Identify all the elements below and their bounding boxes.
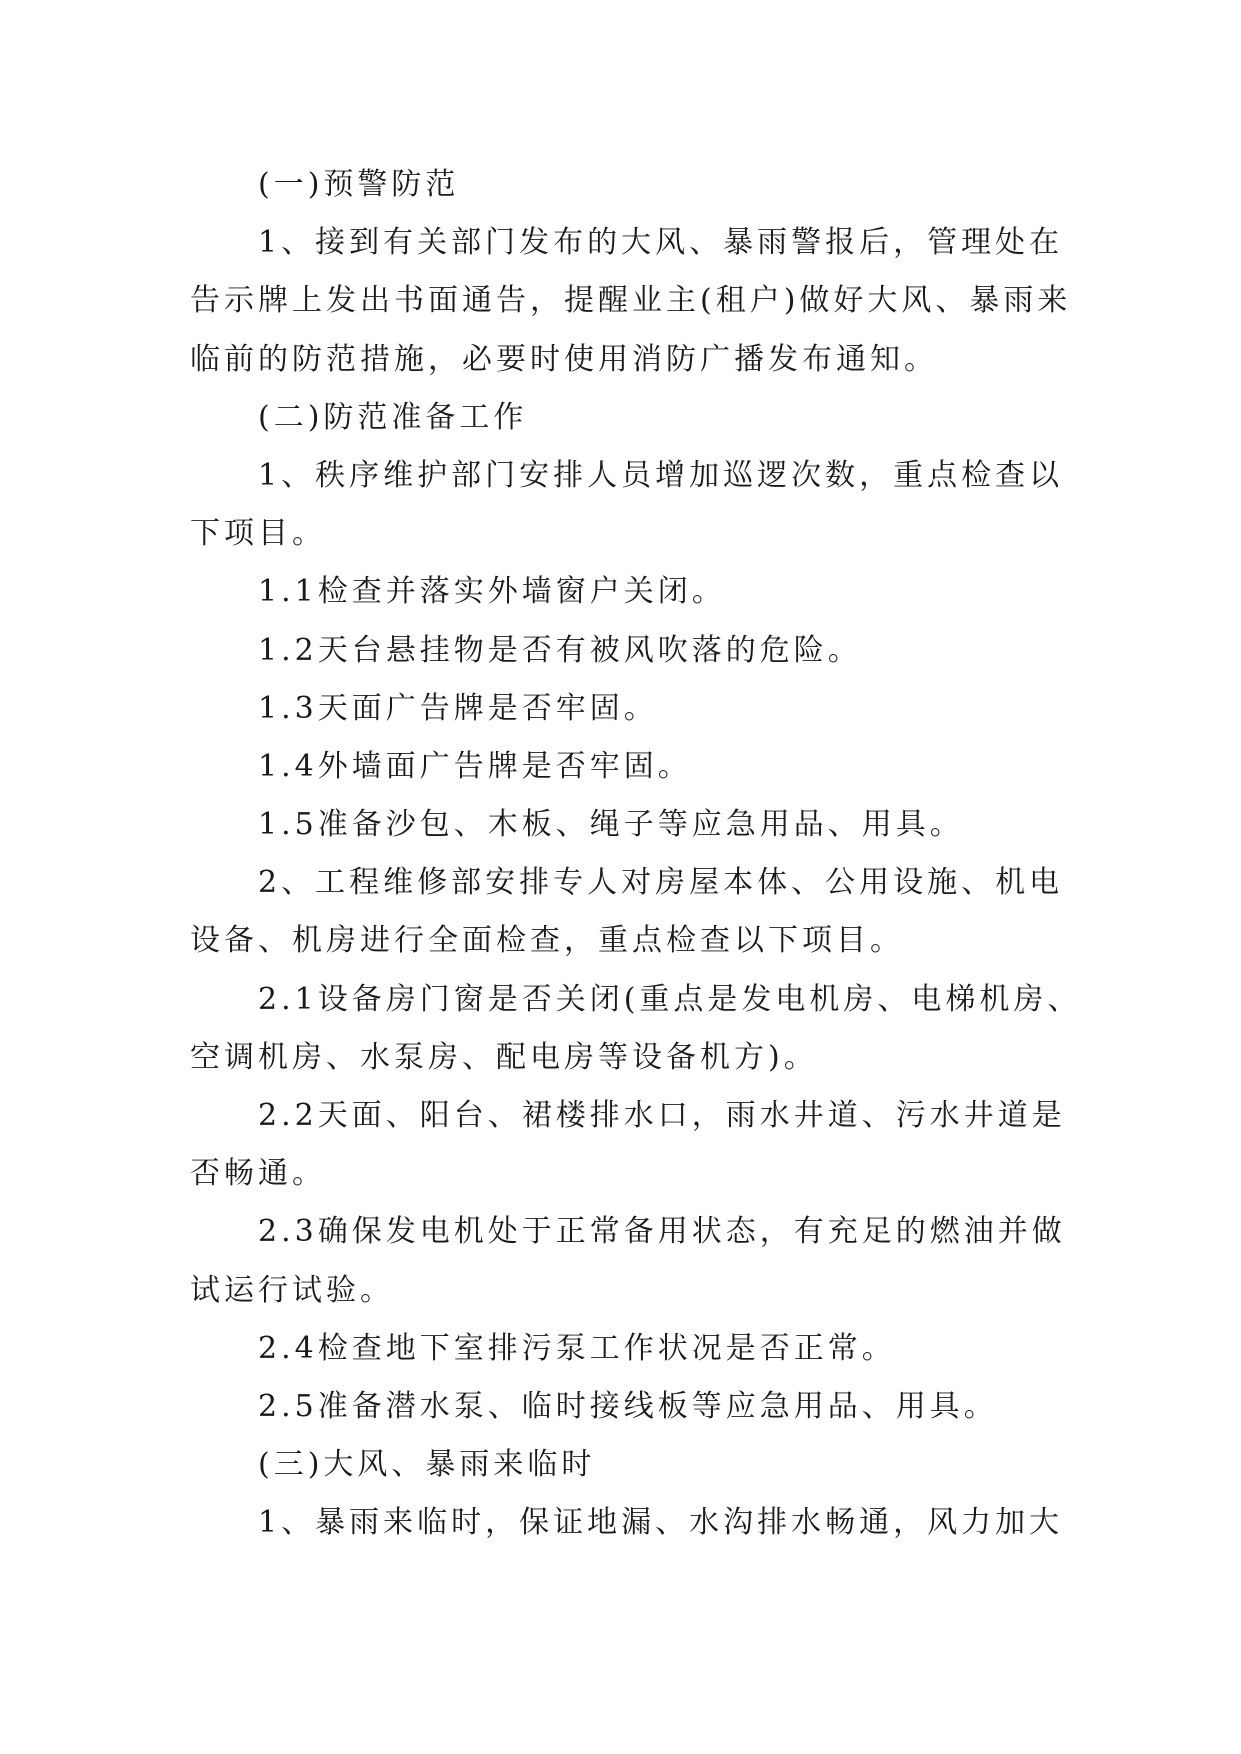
section-heading-3: (三)大风、暴雨来临时: [258, 1447, 596, 1483]
list-item: 2.2天面、阳台、裙楼排水口，雨水井道、污水井道是: [258, 1098, 1066, 1133]
list-item: 2.1设备房门窗是否关闭(重点是发电机房、电梯机房、: [258, 981, 1082, 1017]
paragraph-line: 设备、机房进行全面检查，重点检查以下项目。: [190, 923, 904, 959]
paragraph-line: 试运行试验。: [190, 1272, 394, 1308]
list-item: 1.4外墙面广告牌是否牢固。: [258, 748, 692, 784]
section-heading-1: (一)预警防范: [258, 167, 460, 202]
paragraph-line: 否畅通。: [190, 1156, 326, 1192]
paragraph-line: 1、暴雨来临时，保证地漏、水沟排水畅通，风力加大: [258, 1505, 1064, 1541]
list-item: 2.5准备潜水泵、临时接线板等应急用品、用具。: [258, 1388, 998, 1424]
list-item: 2.4检查地下室排污泵工作状况是否正常。: [258, 1330, 896, 1366]
paragraph-line: 2、工程维修部安排专人对房屋本体、公用设施、机电: [258, 865, 1064, 901]
paragraph-line: 下项目。: [190, 516, 326, 552]
document-body: [190, 156, 1082, 1553]
paragraph-line: 空调机房、水泵房、配电房等设备机方)。: [190, 1039, 818, 1075]
list-item: 1.5准备沙包、木板、绳子等应急用品、用具。: [258, 807, 964, 843]
list-item: 1.3天面广告牌是否牢固。: [258, 690, 658, 726]
paragraph-line: 告示牌上发出书面通告，提醒业主(租户)做好大风、暴雨来: [190, 283, 1072, 319]
paragraph-line: 1、秩序维护部门安排人员增加巡逻次数，重点检查以: [258, 457, 1064, 493]
section-heading-2: (二)防范准备工作: [258, 399, 528, 435]
list-item: 2.3确保发电机处于正常备用状态，有充足的燃油并做: [258, 1214, 1066, 1250]
paragraph-line: 1、接到有关部门发布的大风、暴雨警报后，管理处在: [258, 225, 1064, 261]
paragraph-line: 临前的防范措施，必要时使用消防广播发布通知。: [190, 341, 938, 377]
list-item: 1.2天台悬挂物是否有被风吹落的危险。: [258, 632, 862, 668]
list-item: 1.1检查并落实外墙窗户关闭。: [258, 574, 726, 610]
